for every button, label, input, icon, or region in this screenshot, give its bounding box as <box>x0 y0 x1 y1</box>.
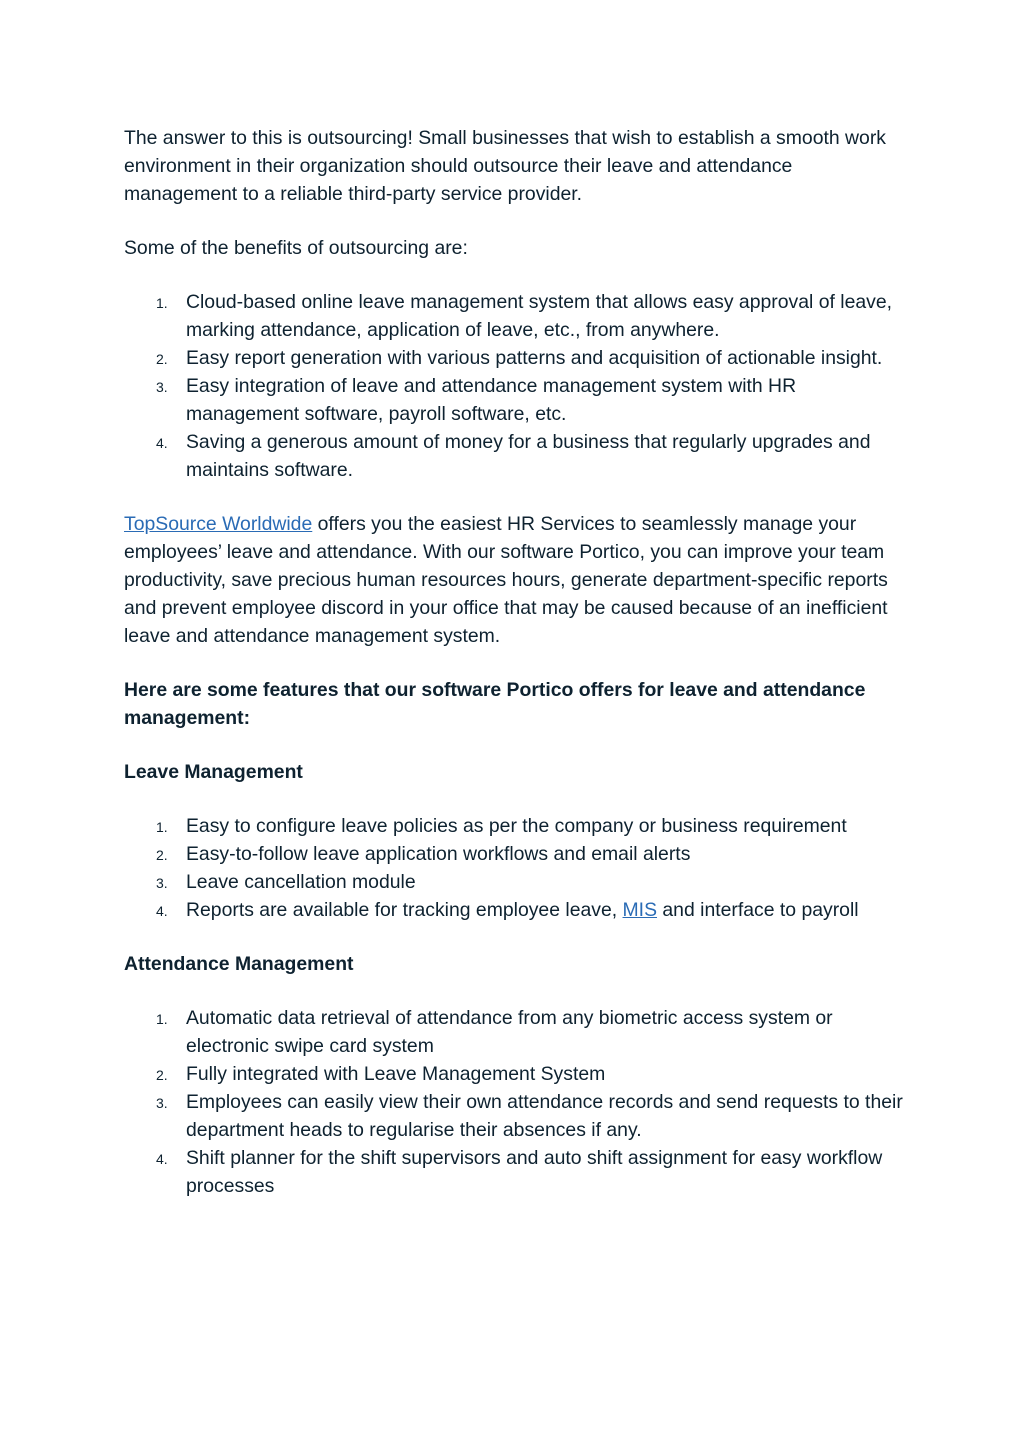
list-item <box>124 1144 904 1200</box>
list-item-text: Leave cancellation module <box>186 871 416 893</box>
list-number: 1. <box>156 819 168 835</box>
document-page <box>124 124 904 1200</box>
list-item <box>124 1060 904 1088</box>
list-item-text: Easy integration of leave and attendance management system with HR management software, payroll software, etc. <box>186 375 797 425</box>
list-number: 2. <box>156 351 168 367</box>
list-number: 3. <box>156 379 168 395</box>
topsource-paragraph <box>124 510 904 650</box>
list-item-text: Employees can easily view their own attendance records and send requests to their department heads to regularise their absences if any. <box>186 1091 903 1141</box>
list-item <box>124 840 904 868</box>
list-number: 4. <box>156 435 168 451</box>
list-number: 4. <box>156 1151 168 1167</box>
list-item-text: Easy report generation with various patterns and acquisition of actionable insight. <box>186 347 883 369</box>
list-item-text: Saving a generous amount of money for a business that regularly upgrades and maintains software. <box>186 431 871 481</box>
attendance-management-list <box>124 1004 904 1200</box>
list-item-text: Automatic data retrieval of attendance from any biometric access system or electronic swipe card system <box>186 1007 833 1057</box>
leave-management-list <box>124 812 904 924</box>
list-item-text: Easy-to-follow leave application workflows and email alerts <box>186 843 691 865</box>
benefits-list <box>124 288 904 484</box>
topsource-text: offers you the easiest HR Services to seamlessly manage your employees’ leave and attendance. With our software Portico, you can improve your team productivity, save precious human resources hours, generate department-specific reports and prevent employee discord in your office that may be caused because of an inefficient leave and attendance management system. <box>124 513 888 647</box>
list-number: 3. <box>156 1095 168 1111</box>
attendance-management-heading: Attendance Management <box>124 953 354 975</box>
list-item <box>124 868 904 896</box>
list-number: 1. <box>156 295 168 311</box>
topsource-link[interactable]: TopSource Worldwide <box>124 513 313 535</box>
list-item <box>124 1004 904 1060</box>
list-number: 2. <box>156 847 168 863</box>
list-item <box>124 344 904 372</box>
list-number: 1. <box>156 1011 168 1027</box>
list-item <box>124 896 904 924</box>
list-item-text-after: and interface to payroll <box>657 899 859 921</box>
list-item <box>124 372 904 428</box>
leave-management-heading: Leave Management <box>124 761 303 783</box>
features-heading: Here are some features that our software Portico offers for leave and attendance management: <box>124 679 866 729</box>
benefits-lead: Some of the benefits of outsourcing are: <box>124 237 468 259</box>
intro-paragraph: The answer to this is outsourcing! Small businesses that wish to establish a smooth work environment in their organization should outsource their leave and attendance management to a reliable third-party service provider. <box>124 127 886 205</box>
list-item <box>124 288 904 344</box>
list-item <box>124 428 904 484</box>
list-number: 4. <box>156 903 168 919</box>
mis-link[interactable]: MIS <box>622 899 658 921</box>
list-item-text-before: Reports are available for tracking employee leave, <box>186 899 623 921</box>
list-item-text: Easy to configure leave policies as per the company or business requirement <box>186 815 847 837</box>
list-item-text: Shift planner for the shift supervisors and auto shift assignment for easy workflow processes <box>186 1147 883 1197</box>
list-item <box>124 1088 904 1144</box>
list-item-text: Fully integrated with Leave Management System <box>186 1063 606 1085</box>
list-number: 3. <box>156 875 168 891</box>
list-item <box>124 812 904 840</box>
list-item-text: Cloud-based online leave management system that allows easy approval of leave, marking attendance, application of leave, etc., from anywhere. <box>186 291 893 341</box>
list-number: 2. <box>156 1067 168 1083</box>
